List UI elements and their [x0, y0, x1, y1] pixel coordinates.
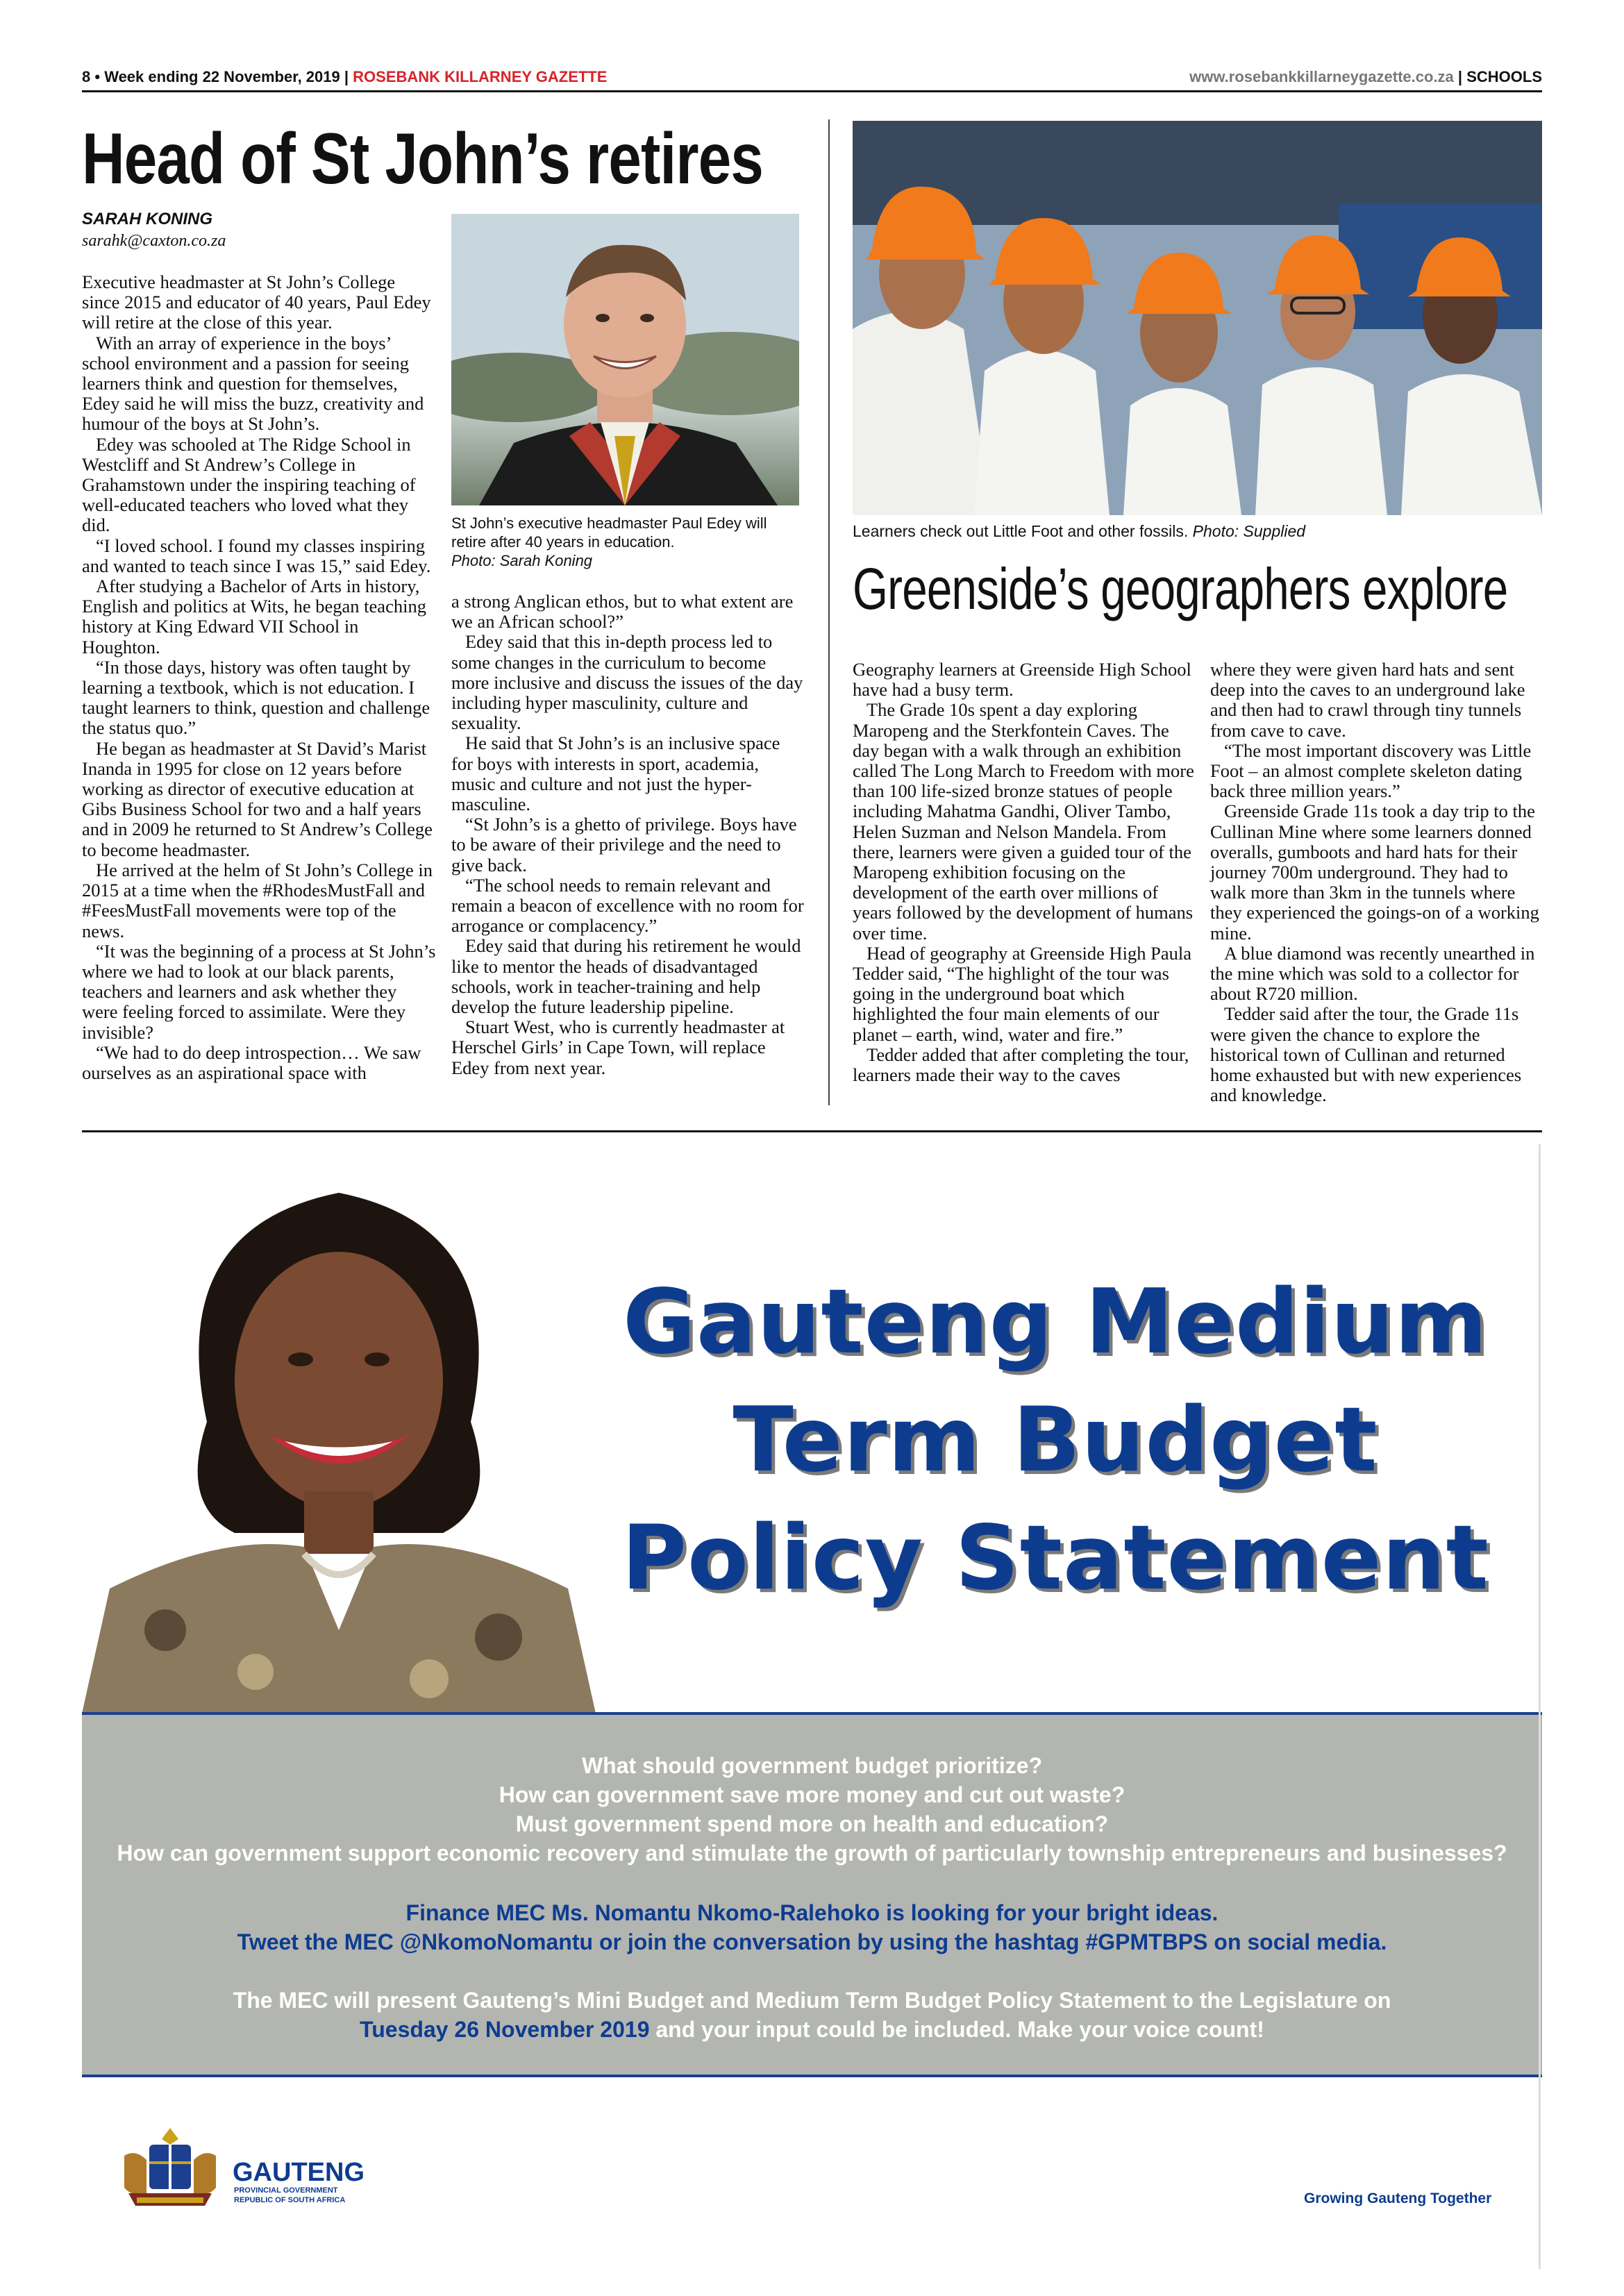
mec-line-2-rest: and your input could be included. Make your voice count! [649, 2017, 1264, 2042]
gauteng-logo-country: REPUBLIC OF SOUTH AFRICA [234, 2196, 346, 2204]
article2-column-1 [853, 660, 1200, 1085]
caption-text: St John’s executive headmaster Paul Edey will retire after 40 years in education. [451, 514, 767, 551]
article1-col1-paragraph: After studying a Bachelor of Arts in history, English and politics at Wits, he began teaching history at King Edward VII School in Houghton. [82, 576, 426, 657]
article1-headline: Head of St John’s retires [82, 119, 764, 199]
question-2: How can government save more money and cut out waste? [499, 1782, 1125, 1807]
article2-col2-paragraph: where they were given hard hats and sent deep into the caves to an underground lake and then had to crawl through tiny tunnels from cave to cave. [1210, 659, 1525, 741]
article1-col1-paragraph: “It was the beginning of a process at St John’s where we had to look at our black parents, teachers and learners and ask whether they were feeling forced to assimilate. Were they invisible? [82, 940, 436, 1043]
header-divider: | [344, 68, 349, 85]
article2-col1-paragraph: Geography learners at Greenside High School have had a busy term. [853, 659, 1191, 701]
article2-headline: Greenside’s geographers explore [853, 556, 1508, 621]
article1-column-1 [82, 272, 436, 1083]
advert-mec-statement [82, 1986, 1542, 2044]
advert-title-line-1: Gauteng Medium [622, 1271, 1489, 1374]
article2-col2-paragraph: Greenside Grade 11s took a day trip to the Cullinan Mine where some learners donned overalls, gumboots and hard hats for their journey 700m underground. They had to walk more than 3km in the tunnels where they experienced the goings-on of a working mine. [1210, 801, 1539, 944]
mec-line-2 [82, 2015, 1542, 2044]
bullet-separator: • [94, 68, 101, 85]
article1-col2-paragraph: Stuart West, who is currently headmaster at Herschel Girls’ in Cape Town, will replace Edey from next year. [451, 1016, 785, 1078]
caption-credit: Photo: Sarah Koning [451, 552, 593, 569]
article2-col1-paragraph: Tedder added that after completing the tour, learners made their way to the caves [853, 1044, 1189, 1086]
geography-photo-caption [853, 522, 1305, 541]
advert-questions [82, 1751, 1542, 1868]
header-right [1189, 68, 1542, 86]
question-1: What should government budget prioritize? [581, 1753, 1043, 1778]
article1-email[interactable]: sarahk@caxton.co.za [82, 232, 226, 250]
advert-title-line-3: Policy Statement [621, 1507, 1489, 1610]
article1-col1-paragraph: Executive headmaster at St John’s College since 2015 and educator of 40 years, Paul Edey will retire at the close of this year. [82, 271, 431, 333]
article1-col1-paragraph: “We had to do deep introspection… We saw ourselves as an aspirational space with [82, 1041, 421, 1083]
issue-date: Week ending 22 November, 2019 [104, 68, 340, 85]
article2-col2-paragraph: Tedder said after the tour, the Grade 11s were given the chance to explore the historical town of Cullinan and returned home exhausted but with new experiences and knowledge. [1210, 1003, 1522, 1106]
mec-line-1: The MEC will present Gauteng’s Mini Budget and Medium Term Budget Policy Statement to the Legislature on [233, 1988, 1391, 2013]
article1-col2-paragraph: Edey said that this in-depth process led to some changes in the curriculum to become more inclusive and discuss the issues of the day including hyper masculinity, culture and sexuality. [451, 631, 803, 734]
article1-col2-paragraph: a strong Anglican ethos, but to what extent are we an African school?” [451, 591, 794, 632]
mec-portrait [82, 1144, 596, 1713]
mec-portrait-image [82, 1144, 596, 1713]
header-left [82, 68, 607, 86]
section-rule [82, 1130, 1542, 1132]
gauteng-logo-subtitle: PROVINCIAL GOVERNMENT [234, 2186, 338, 2195]
question-3: Must government spend more on health and education? [515, 1811, 1109, 1836]
learners-hardhats-image [853, 121, 1542, 515]
caption-text: Learners check out Little Foot and other fossils. [853, 522, 1189, 540]
article1-col1-paragraph: “In those days, history was often taught by learning a textbook, which is not education. I taught learners to think, question and challenge the status quo.” [82, 656, 430, 739]
header-divider-right: | [1457, 68, 1463, 85]
gauteng-logo-name: GAUTENG [233, 2158, 365, 2187]
geography-learners-photo [853, 121, 1542, 515]
article1-col2-paragraph: Edey said that during his retirement he would like to mentor the heads of disadvantaged schools, work in teacher-training and help develop the future leadership pipeline. [451, 935, 801, 1018]
advert-band-bottom-rule [82, 2075, 1542, 2077]
article2-col1-paragraph: Head of geography at Greenside High Paula Tedder said, “The highlight of the tour was going in the underground boat which highlighted the four main elements of our planet – earth, wind, water and fire.” [853, 942, 1192, 1045]
advert-title-line-2: Term Budget [733, 1389, 1378, 1492]
article1-col1-paragraph: He arrived at the helm of St John’s College in 2015 at a time when the #RhodesMustFall and #FeesMustFall movements were top of the news. [82, 859, 433, 941]
column-separator [828, 119, 830, 1105]
headmaster-portrait-image [451, 214, 799, 505]
advert-call-to-action [82, 1898, 1542, 1956]
headmaster-photo [451, 214, 799, 505]
article2-col1-paragraph: The Grade 10s spent a day exploring Maropeng and the Sterkfontein Caves. The day began with a walk through an exhibition called The Long March to Freedom with more than 100 life-sized bronze statues of people including Mahatma Gandhi, Oliver Tambo, Helen Suzman and Nelson Mandela. From there, learners were given a guided tour of the Maropeng exhibition focusing on the development of the earth over millions of years followed by the development of humans over time. [853, 699, 1194, 944]
newspaper-name: ROSEBANK KILLARNEY GAZETTE [353, 68, 608, 85]
article1-col1-paragraph: Edey was schooled at The Ridge School in Westcliff and St Andrew’s College in Grahamstown under the inspiring teaching of well-educated teachers who loved what they did. [82, 433, 416, 536]
question-4: How can government support economic recovery and stimulate the growth of particularly township entrepreneurs and businesses? [117, 1841, 1507, 1866]
coat-of-arms-icon [115, 2121, 226, 2211]
page-header [82, 64, 1542, 92]
article1-col2-paragraph: He said that St John’s is an inclusive space for boys with interests in sport, academia, music and culture and not just the hyper-masculine. [451, 732, 780, 815]
article1-col1-paragraph: With an array of experience in the boys’ school environment and a passion for seeing learners think and question for themselves, Edey said he will miss the buzz, creativity and humour of the boys at St John’s. [82, 332, 424, 435]
advert-right-border [1539, 1144, 1541, 2269]
call-line-1: Finance MEC Ms. Nomantu Nkomo-Ralehoko is looking for your bright ideas. [405, 1900, 1219, 1925]
advert-title [569, 1264, 1541, 1618]
article2-col2-paragraph: A blue diamond was recently unearthed in the mine which was sold to a collector for about R720 million. [1210, 942, 1535, 1005]
article1-col1-paragraph: He began as headmaster at St David’s Marist Inanda in 1995 for close on 12 years before working as director of executive education at Gibs Business School for two and a half years and in 2009 he returned to St Andrew’s College to become headmaster. [82, 737, 433, 860]
article1-column-2 [451, 592, 805, 1078]
section-name: SCHOOLS [1466, 68, 1542, 85]
headmaster-photo-caption [451, 514, 805, 570]
article2-col2-paragraph: “The most important discovery was Little Foot – an almost complete skeleton dating back three million years.” [1210, 739, 1532, 802]
article1-author: SARAH KONING [82, 210, 213, 228]
header-rule [82, 90, 1542, 92]
article1-col2-paragraph: “The school needs to remain relevant and remain a beacon of excellence with no room for arrogance or complacency.” [451, 874, 804, 937]
budget-date: Tuesday 26 November 2019 [360, 2017, 650, 2042]
caption-credit: Photo: Supplied [1192, 522, 1306, 540]
call-line-2: Tweet the MEC @NkomoNomantu or join the conversation by using the hashtag #GPMTBPS on social media. [237, 1929, 1387, 1954]
article1-col2-paragraph: “St John’s is a ghetto of privilege. Boys have to be aware of their privilege and the need to give back. [451, 814, 797, 875]
page-number: 8 [82, 68, 91, 85]
advert-tagline: Growing Gauteng Together [1304, 2190, 1492, 2206]
website-link[interactable]: www.rosebankkillarneygazette.co.za [1189, 68, 1454, 85]
article2-column-2 [1210, 660, 1542, 1105]
article1-col1-paragraph: “I loved school. I found my classes inspiring and wanted to teach since I was 15,” said Edey. [82, 535, 431, 576]
